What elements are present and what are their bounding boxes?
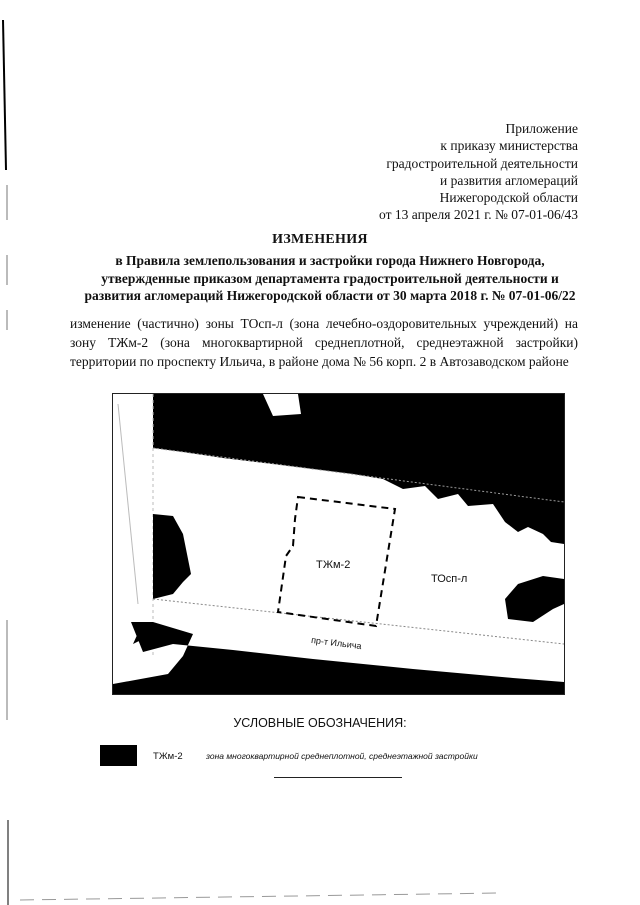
- appendix-line: Нижегородской области: [439, 190, 578, 206]
- map-zone-fill: [113, 692, 564, 694]
- zone-label-new: ТЖм-2: [316, 559, 351, 571]
- map-road-edge: [153, 599, 564, 644]
- appendix-line: градостроительной деятельности: [386, 155, 578, 171]
- document-subtitle: [60, 252, 600, 305]
- map-drawing: [113, 394, 564, 694]
- map-zone-fill: [113, 622, 564, 694]
- appendix-block: [379, 120, 578, 224]
- street-label: пр-т Ильича: [310, 634, 363, 652]
- zoning-map: [112, 393, 565, 695]
- appendix-line: к приказу министерства: [440, 138, 578, 154]
- appendix-line: от 13 апреля 2021 г. № 07-01-06/43: [379, 207, 578, 223]
- subtitle-line: развития агломераций Нижегородской области от 30 марта 2018 г. № 07-01-06/22: [84, 288, 576, 303]
- subtitle-line: утвержденные приказом департамента градостроительной деятельности и: [101, 270, 559, 286]
- map-zone-fill: [153, 394, 564, 544]
- appendix-line: и развития агломераций: [439, 172, 578, 188]
- legend-swatch: [100, 745, 137, 766]
- legend-code: ТЖм-2: [153, 751, 183, 762]
- map-zone-fill: [153, 514, 191, 599]
- legend-description: зона многоквартирной среднеплотной, среднеэтажной застройки: [206, 751, 478, 761]
- map-zone-fill: [505, 576, 564, 622]
- document-title: ИЗМЕНЕНИЯ: [272, 232, 368, 247]
- change-description: изменение (частично) зоны ТОсп-л (зона лечебно-оздоровительных учреждений) на зону ТЖм-2 (зона многоквартирной среднеплотной, среднеэтажной застройки) территории по проспекту Ильича, в районе дома № 56 корп. 2 в Автозаводском районе: [70, 316, 578, 369]
- zone-label-existing: ТОсп-л: [431, 573, 468, 585]
- subtitle-line: в Правила землепользования и застройки города Нижнего Новгорода,: [115, 253, 545, 268]
- footer-rule: [274, 777, 402, 778]
- appendix-line: Приложение: [505, 121, 578, 136]
- legend-heading: УСЛОВНЫЕ ОБОЗНАЧЕНИЯ:: [233, 716, 407, 730]
